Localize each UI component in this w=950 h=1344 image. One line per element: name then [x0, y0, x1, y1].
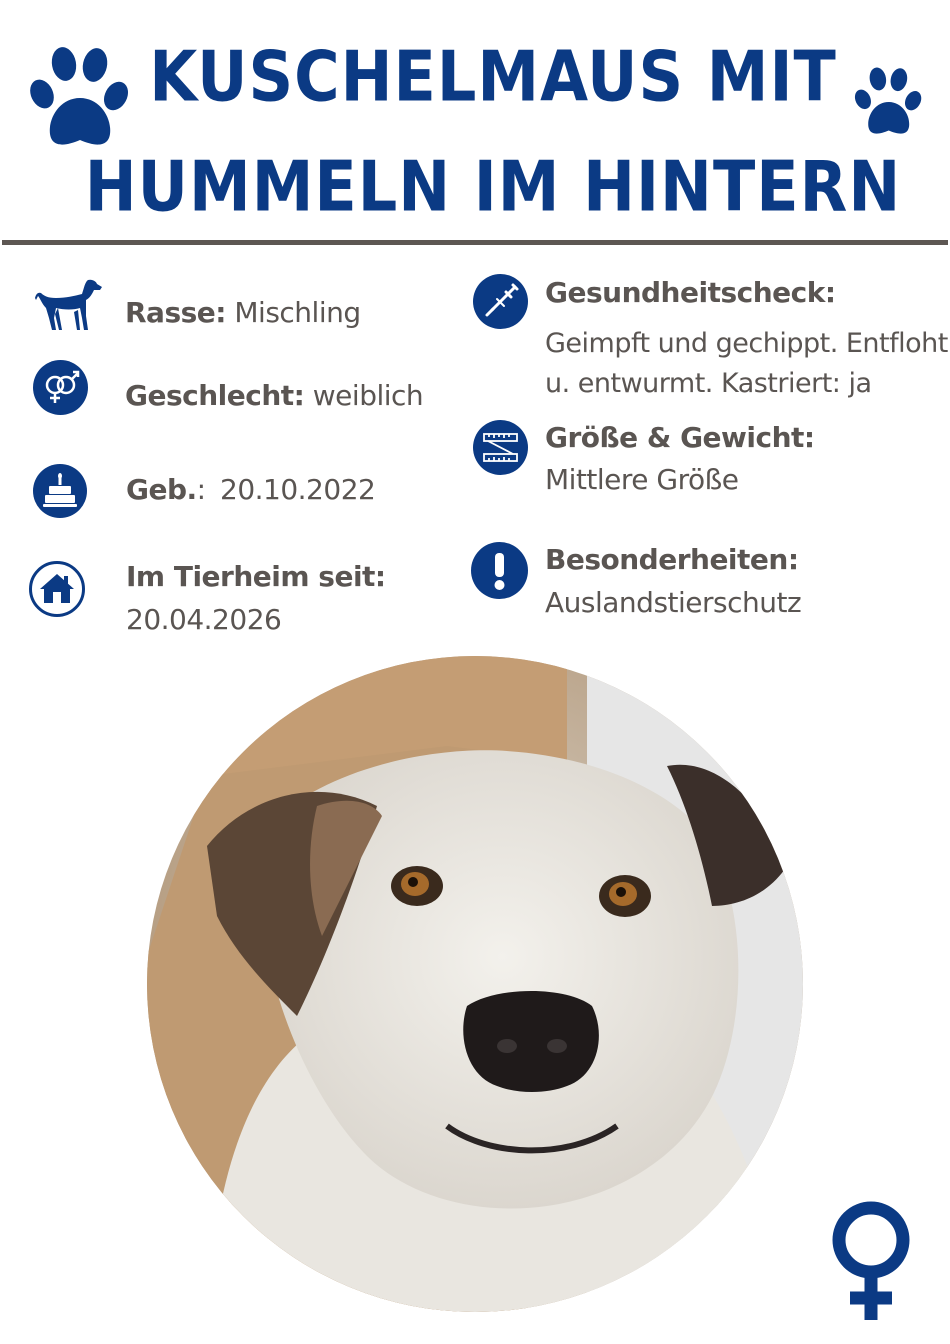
gender-symbols-icon — [33, 360, 88, 415]
page-title-line-2: HUMMELN IM HINTERN — [84, 145, 902, 228]
dog-icon — [34, 278, 104, 332]
shelter-label: Im Tierheim seit: — [126, 560, 386, 593]
dog-photo — [147, 656, 803, 1312]
sex-value: weiblich — [312, 379, 424, 412]
special-value: Auslandstierschutz — [545, 586, 802, 619]
health-label: Gesundheitscheck: — [545, 276, 836, 309]
size-value: Mittlere Größe — [545, 463, 739, 496]
birth-line — [126, 470, 375, 510]
breed-label: Rasse: — [125, 296, 226, 329]
ruler-icon — [473, 420, 528, 475]
divider — [2, 240, 948, 245]
sex-line — [125, 376, 423, 416]
page-title-line-1: KUSCHELMAUS MIT — [149, 35, 837, 118]
house-icon — [29, 561, 85, 617]
health-text-line-1: Geimpft und gechippt. Entfloht — [545, 328, 948, 359]
special-label: Besonderheiten: — [545, 543, 799, 576]
female-symbol-icon — [826, 1200, 916, 1322]
breed-line — [125, 293, 361, 333]
exclamation-icon — [471, 542, 528, 599]
shelter-value: 20.04.2026 — [126, 603, 282, 636]
birth-value: 20.10.2022 — [220, 473, 376, 506]
breed-value: Mischling — [234, 296, 361, 329]
birth-separator: : — [196, 473, 206, 506]
sex-label: Geschlecht: — [125, 379, 305, 412]
syringe-icon — [473, 274, 528, 329]
size-label: Größe & Gewicht: — [545, 421, 815, 454]
health-text-line-2: u. entwurmt. Kastriert: ja — [545, 368, 872, 399]
birthday-cake-icon — [33, 464, 87, 518]
birth-label: Geb. — [126, 473, 197, 506]
